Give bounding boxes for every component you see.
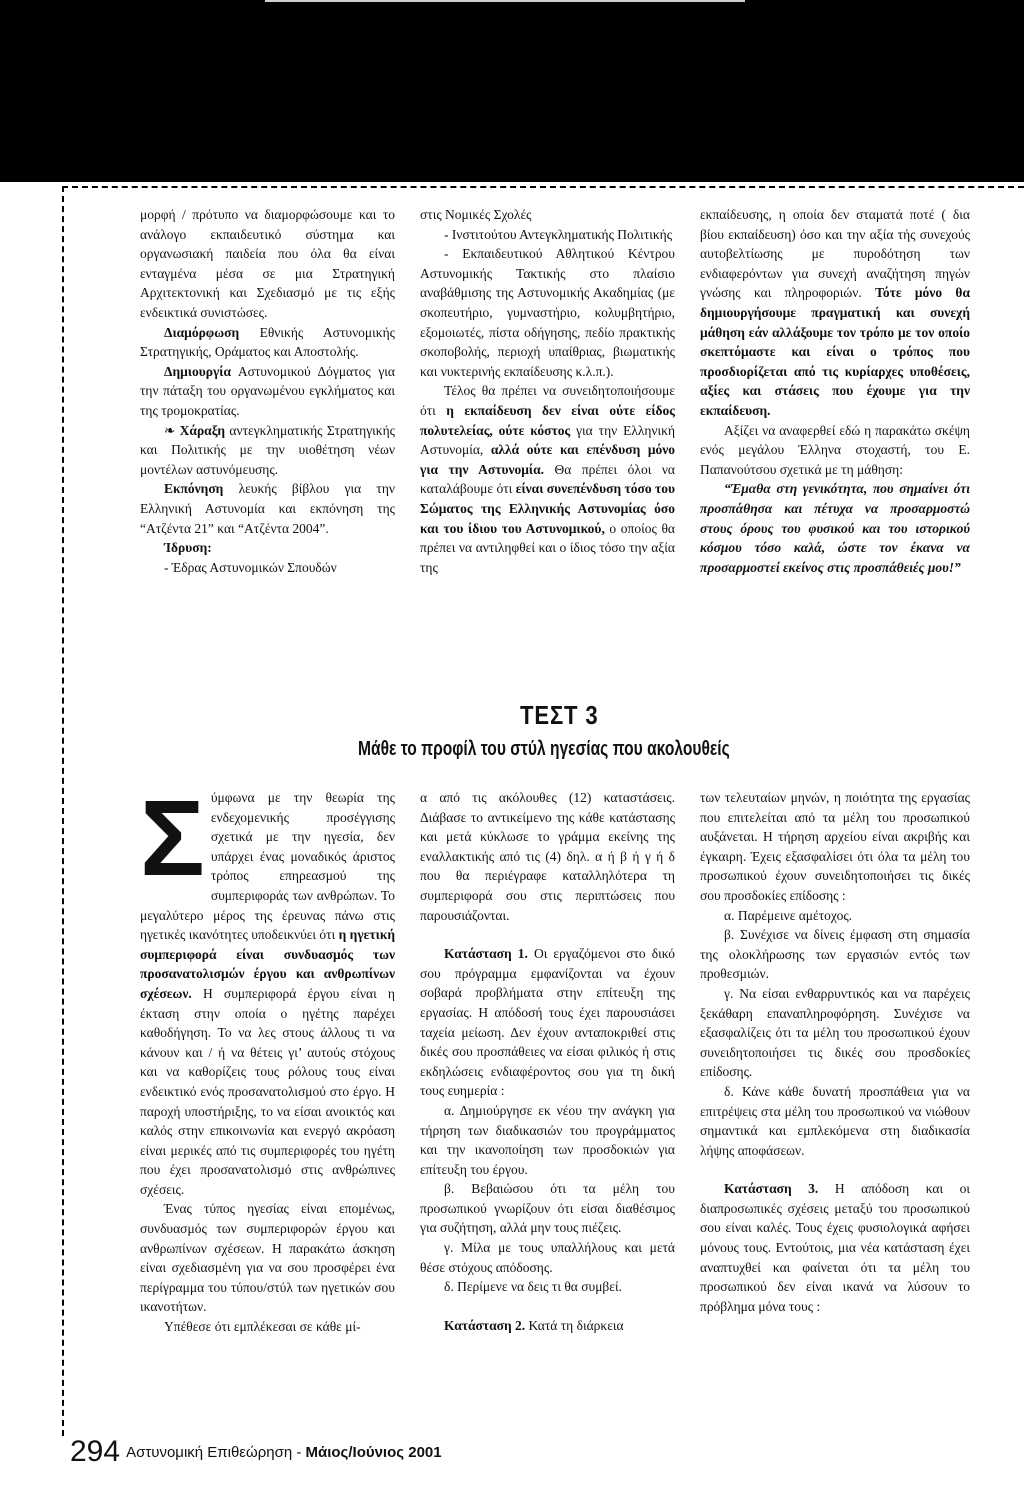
paragraph: Ένας τύπος ηγεσίας είναι επομένως, συνδυασμός των συμπεριφορών έργου και ανθρωπίνων σχέσεων. Η παρακάτω άσκηση είναι σχεδιασμένη για να σου προσφέρει ένα περίγραμμα του τύπου/στύλ των ηγετικών σου ικανοτήτων.: [140, 1201, 395, 1315]
paragraph: Εκπόνηση λευκής βίβλου για την Ελληνική Αστυνομία και εκπόνηση της “Ατζέντα 21” και “Ατζέντα 2004”.: [140, 481, 395, 536]
option: α. Δημιούργησε εκ νέου την ανάγκη για τήρηση των διαδικασιών του προγράμματος και την ικανοποίηση των προσδοκιών για επίτευξη του έργου.: [420, 1102, 675, 1177]
option: β. Συνέχισε να δίνεις έμφαση στη σημασία της ολοκλήρωσης των εργασιών εντός των προθεσμιών.: [700, 927, 970, 982]
page-number: 294: [70, 1435, 121, 1468]
paragraph: Υπέθεσε ότι εμπλέκεσαι σε κάθε μί-: [164, 1319, 361, 1335]
paragraph: Σύμφωνα με την θεωρία της ενδεχομενικής προσέγγισης σχετικά με την ηγεσία, δεν υπάρχει ένας μοναδικός άριστος τρόπος επηρεασμού της συμπεριφοράς των ανθρώπων. Το μεγαλύτερο μέρος της έρευνας πάνω στις ηγετικές ικανότητες υποδεικνύει ότι η ηγετική συμπεριφορά είναι συνδυασμός των προσανατολισμών έργου και ανθρωπίνων σχέσεων. Η συμπεριφορά έργου είναι η έκταση στην οποία ο ηγέτης παρέχει καθοδήγηση. Το να λες στους άλλους τι να κάνουν και / ή να θέτεις γι’ αυτούς στόχους και να καθορίζεις τους ρόλους τους είναι ενδεικτικό ενός προσανατολισμού στο έργο. Η παροχή υποστήριξης, το να είσαι ανοικτός και καλός στην επικοινωνία και ενεργό ακρόαση είναι μερικές από τις συμπεριφορές του ηγέτη που έχει προσανατολισμό στις ανθρώπινες σχέσεις.: [140, 777, 395, 1197]
option: δ. Περίμενε να δεις τι θα συμβεί.: [444, 1279, 622, 1295]
paragraph: Τέλος θα πρέπει να συνειδητοποιήσουμε ότι η εκπαίδευση δεν είναι ούτε είδος πολυτελείας, ούτε κόστος για την Ελληνική Αστυνομία, αλλά ούτε και επένδυση μόνο για την Αστυνομία. Θα πρέπει όλοι να καταλάβουμε ότι είναι συνεπένδυση τόσο του Σώματος της Ελληνικής Αστυνομίας όσο και του ίδιου του Αστυνομικού, ο οποίος θα πρέπει να αντιληφθεί και ο ίδιος τόσο την αξία της: [420, 383, 676, 575]
page-footer: [70, 1435, 442, 1469]
test-title: ΤΕΣΤ 3: [520, 700, 599, 730]
paragraph: Αξίζει να αναφερθεί εδώ η παρακάτω σκέψη ενός μεγάλου Έλληνα στοχαστή, του Ε. Παπανούτσου σχετικά με τη μάθηση:: [700, 422, 970, 477]
dashed-frame-top: [62, 186, 1024, 188]
paragraph: α από τις ακόλουθες (12) καταστάσεις. Διάβασε το αντικείμενο της κάθε κατάστασης και μετά κύκλωσε το γράμμα εκείνης της εναλλακτικής από τις (4) δηλ. α ή β ή γ ή δ που θα περιέγραφε καταλληλότερα τη συμπεριφορά σου στις περιπτώσεις που παρουσιάζονται.: [420, 790, 675, 923]
option: γ. Μίλα με τους υπαλλήλους και μετά θέσε στόχους απόδοσης.: [420, 1240, 675, 1275]
lower-column-2: [420, 788, 675, 1335]
test-subtitle: Μάθε το προφίλ του στύλ ηγεσίας που ακολουθείς: [358, 738, 730, 760]
option: β. Βεβαιώσου ότι τα μέλη του προσωπικού γνωρίζουν ότι είσαι διαθέσιμος για συζήτηση, αλλά μην τους πιέζεις.: [420, 1181, 675, 1236]
option: γ. Να είσαι ενθαρρυντικός και να παρέχεις ξεκάθαρη επαναπληροφόρηση. Συνέχισε να εξασφαλίζεις ότι τα μέλη του προσωπικού έχουν συνειδητοποιήσει τις δικές σου προσδοκίες επίδοσης.: [700, 985, 970, 1080]
bullet-icon: ❧: [164, 422, 180, 438]
paragraph: μορφή / πρότυπο να διαμορφώσουμε και το ανάλογο εκπαιδευτικό σύστημα και οργανωσιακή παιδεία που όλα θα είναι ενταγμένα μέσα σε μια Στρατηγική Αρχιτεκτονική και Σχεδιασμό με τις εξής ενδεικτικά συνιστώσες.: [140, 207, 395, 320]
drop-cap: Σ: [140, 777, 205, 898]
upper-column-1: [140, 205, 395, 577]
dashed-frame-left: [62, 186, 64, 1436]
option: α. Παρέμεινε αμέτοχος.: [724, 907, 853, 923]
issue-date: Μάιος/Ιούνιος 2001: [305, 1443, 442, 1461]
top-rule: [265, 0, 745, 2]
publication-name: Αστυνομική Επιθεώρηση - Μάιος/Ιούνιος 2001: [126, 1443, 442, 1461]
lower-column-3: [700, 788, 970, 1316]
upper-column-3: [700, 205, 970, 577]
paragraph: ❧ Χάραξη αντεγκληματικής Στρατηγικής και Πολιτικής με την υιοθέτηση νέων μοντέλων αστυνόμευσης.: [140, 422, 396, 477]
paragraph: Διαμόρφωση Εθνικής Αστυνομικής Στρατηγικής, Οράματος και Αποστολής.: [140, 324, 395, 360]
paragraph: - Έδρας Αστυνομικών Σπουδών: [164, 559, 337, 575]
paragraph: Κατάσταση 2. Κατά τη διάρκεια: [444, 1317, 624, 1333]
option: δ. Κάνε κάθε δυνατή προσπάθεια για να επιτρέψεις στα μέλη του προσωπικού να νιώθουν σημαντικά και εμπλεκόμενα στη διαδικασία λήψης αποφάσεων.: [700, 1083, 970, 1158]
top-black-band: [0, 0, 1024, 182]
paragraph: εκπαίδευσης, η οποία δεν σταματά ποτέ ( δια βίου εκπαίδευση) όσο και την αξία τής συνεχούς αυτοβελτίωσης με πυροδότηση των ενδιαφερόντων για συνεχή αναζήτηση πηγών γνώσης και πληροφοριών. Τότε μόνο θα δημιουργήσουμε πραγματική και συνεχή μάθηση εάν αλλάξουμε τον τρόπο με τον οποίο σκεπτόμαστε και είναι ο τρόπος που προσδιορίζεται από τις κυρίαρχες υποθέσεις, αξίες και στάσεις που έχουμε για την εκπαίδευση.: [700, 207, 970, 418]
paragraph: Κατάσταση 3. Η απόδοση και οι διαπροσωπικές σχέσεις μεταξύ του προσωπικού σου είναι καλές. Τους έχεις φυσιολογικά αφήσει μόνους τους. Εντούτοις, μια νέα κατάσταση έχει αναπτυχθεί και φαίνεται ότι τα μέλη του προσωπικού δεν είναι ικανά να λύσουν το πρόβλημα μόνα τους :: [700, 1181, 970, 1314]
paragraph: των τελευταίων μηνών, η ποιότητα της εργασίας που επιτελείται από τα μέλη του προσωπικού αυξάνεται. Η τήρηση αρχείου είναι ακριβής και έγκαιρη. Έχεις εξασφαλίσει ότι όλα τα μέλη του προσωπικού έχουν συνειδητοποιήσει τις δικές σου προσδοκίες επίδοσης :: [700, 790, 970, 903]
paragraph: Ίδρυση:: [164, 540, 212, 556]
paragraph: Δημιουργία Αστυνομικού Δόγματος για την πάταξη του οργανωμένου εγκλήματος και της τρομοκρατίας.: [140, 363, 395, 418]
paragraph: - Ινστιτούτου Αντεγκληματικής Πολιτικής: [444, 226, 673, 242]
paragraph: Κατάσταση 1. Οι εργαζόμενοι στο δικό σου πρόγραμμα εμφανίζονται να έχουν σοβαρά προβλήματα στην επίτευξη της εργασίας. Η απόδοσή τους έχει παρουσιάσει ταχεία μείωση. Δεν έχουν ανταποκριθεί στις δικές σου προσπάθειες να είσαι φιλικός ή στις εκδηλώσεις ενδιαφέροντος σου για τη δική τους ευημερία :: [420, 946, 675, 1099]
upper-column-2: [420, 205, 675, 577]
paragraph: στις Νομικές Σχολές: [420, 207, 532, 222]
lower-column-1: [140, 777, 395, 1337]
paragraph: - Εκπαιδευτικού Αθλητικού Κέντρου Αστυνομικής Τακτικής στο πλαίσιο αναβάθμισης της Αστυνομικής Ακαδημίας (με σκοπευτήριο, γυμναστήριο, κολυμβητήριο, εξομοιωτές, πίστα οδήγησης, πεδίο πρακτικής σκοποβολής, περιοχή υπαίθριας, βιωματικής και νυκτερινής εκπαίδευσης κ.λ.π.).: [420, 246, 675, 379]
quote: “Έμαθα στη γενικότητα, που σημαίνει ότι προσπάθησα και πέτυχα να προσαρμοστώ στους όρους του φυσικού και του ιστορικού κόσμου τόσο καλά, ώστε τον έκανα να προσαρμοστεί εκείνος στις προσπάθειές μου!”: [700, 481, 970, 575]
